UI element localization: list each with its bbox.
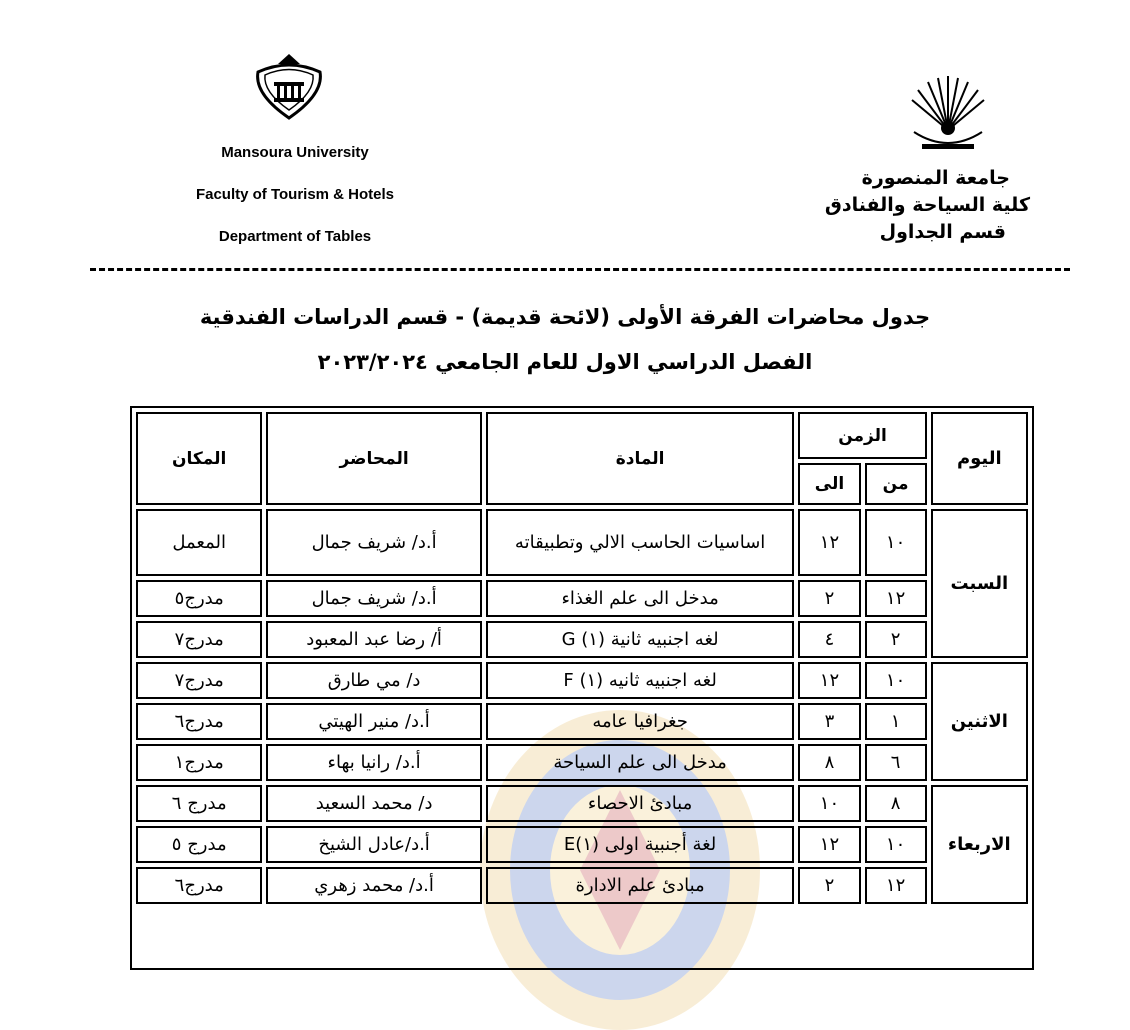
subject: مدخل الى علم السياحة <box>486 744 795 781</box>
lecturer: أ.د/ شريف جمال <box>266 580 481 617</box>
subject: مبادئ علم الادارة <box>486 867 795 904</box>
table-row <box>136 580 1028 617</box>
subject: لغه اجنبيه ثانية (١) G <box>486 621 795 658</box>
time-to: ٣ <box>798 703 860 740</box>
subject: لغه اجنبيه ثانيه (١) F <box>486 662 795 699</box>
day-wednesday: الاربعاء <box>931 785 1028 904</box>
table-row <box>136 509 1028 576</box>
place: مدرج١ <box>136 744 262 781</box>
lecturer: د/ مي طارق <box>266 662 481 699</box>
place: مدرج٧ <box>136 662 262 699</box>
schedule-table <box>132 408 1032 908</box>
day-saturday: السبت <box>931 509 1028 658</box>
time-from: ١٢ <box>865 867 927 904</box>
university-name-ar: جامعة المنصورة <box>861 167 1010 189</box>
time-from: ١ <box>865 703 927 740</box>
place: مدرج ٥ <box>136 826 262 863</box>
university-logo <box>902 70 994 162</box>
lecturer: أ/ رضا عبد المعبود <box>266 621 481 658</box>
subject: لغة أجنبية اولى (١)E <box>486 826 795 863</box>
place: مدرج٦ <box>136 867 262 904</box>
semester-title: الفصل الدراسي الاول للعام الجامعي ٢٠٢٣/٢٠٢٤ <box>317 350 813 374</box>
header-lecturer: المحاضر <box>266 412 481 505</box>
header-to: الى <box>798 463 860 505</box>
dashed-divider <box>90 268 1070 271</box>
header-place: المكان <box>136 412 262 505</box>
place: مدرج٥ <box>136 580 262 617</box>
table-row <box>136 744 1028 781</box>
time-to: ١٠ <box>798 785 860 822</box>
time-from: ١٢ <box>865 580 927 617</box>
faculty-name-ar: كلية السياحة والفنادق <box>824 194 1030 216</box>
schedule-table-frame <box>130 406 1034 970</box>
header-time: الزمن <box>798 412 926 459</box>
subject: جغرافيا عامه <box>486 703 795 740</box>
faculty-name-en: Faculty of Tourism & Hotels <box>195 186 395 203</box>
header-day: اليوم <box>931 412 1028 505</box>
lecturer: أ.د/ شريف جمال <box>266 509 481 576</box>
time-to: ٤ <box>798 621 860 658</box>
subject: مبادئ الاحصاء <box>486 785 795 822</box>
time-to: ٢ <box>798 580 860 617</box>
department-name-en: Department of Tables <box>218 228 372 245</box>
table-row <box>136 867 1028 904</box>
university-name-en: Mansoura University <box>221 144 369 161</box>
lecturer: أ.د/ منير الهيتي <box>266 703 481 740</box>
time-from: ٦ <box>865 744 927 781</box>
time-to: ١٢ <box>798 509 860 576</box>
day-monday: الاثنين <box>931 662 1028 781</box>
time-from: ١٠ <box>865 826 927 863</box>
time-to: ٢ <box>798 867 860 904</box>
place: مدرج٦ <box>136 703 262 740</box>
header-from: من <box>865 463 927 505</box>
lecturer: أ.د/ رانيا بهاء <box>266 744 481 781</box>
subject: اساسيات الحاسب الالي وتطبيقاته <box>486 509 795 576</box>
time-to: ٨ <box>798 744 860 781</box>
department-name-ar: قسم الجداول <box>879 221 1006 243</box>
time-from: ٨ <box>865 785 927 822</box>
lecturer: أ.د/ محمد زهري <box>266 867 481 904</box>
time-to: ١٢ <box>798 826 860 863</box>
time-from: ٢ <box>865 621 927 658</box>
place: مدرج٧ <box>136 621 262 658</box>
place: المعمل <box>136 509 262 576</box>
arabic-header <box>825 165 1030 246</box>
time-from: ١٠ <box>865 662 927 699</box>
time-to: ١٢ <box>798 662 860 699</box>
subject: مدخل الى علم الغذاء <box>486 580 795 617</box>
table-row <box>136 785 1028 822</box>
header-subject: المادة <box>486 412 795 505</box>
table-row <box>136 703 1028 740</box>
schedule-title: جدول محاضرات الفرقة الأولى (لائحة قديمة) - قسم الدراسات الفندقية <box>199 305 931 329</box>
lecturer: أ.د/عادل الشيخ <box>266 826 481 863</box>
time-from: ١٠ <box>865 509 927 576</box>
place: مدرج ٦ <box>136 785 262 822</box>
table-row <box>136 621 1028 658</box>
lecturer: د/ محمد السعيد <box>266 785 481 822</box>
faculty-logo <box>248 50 330 122</box>
table-row <box>136 826 1028 863</box>
table-row <box>136 662 1028 699</box>
